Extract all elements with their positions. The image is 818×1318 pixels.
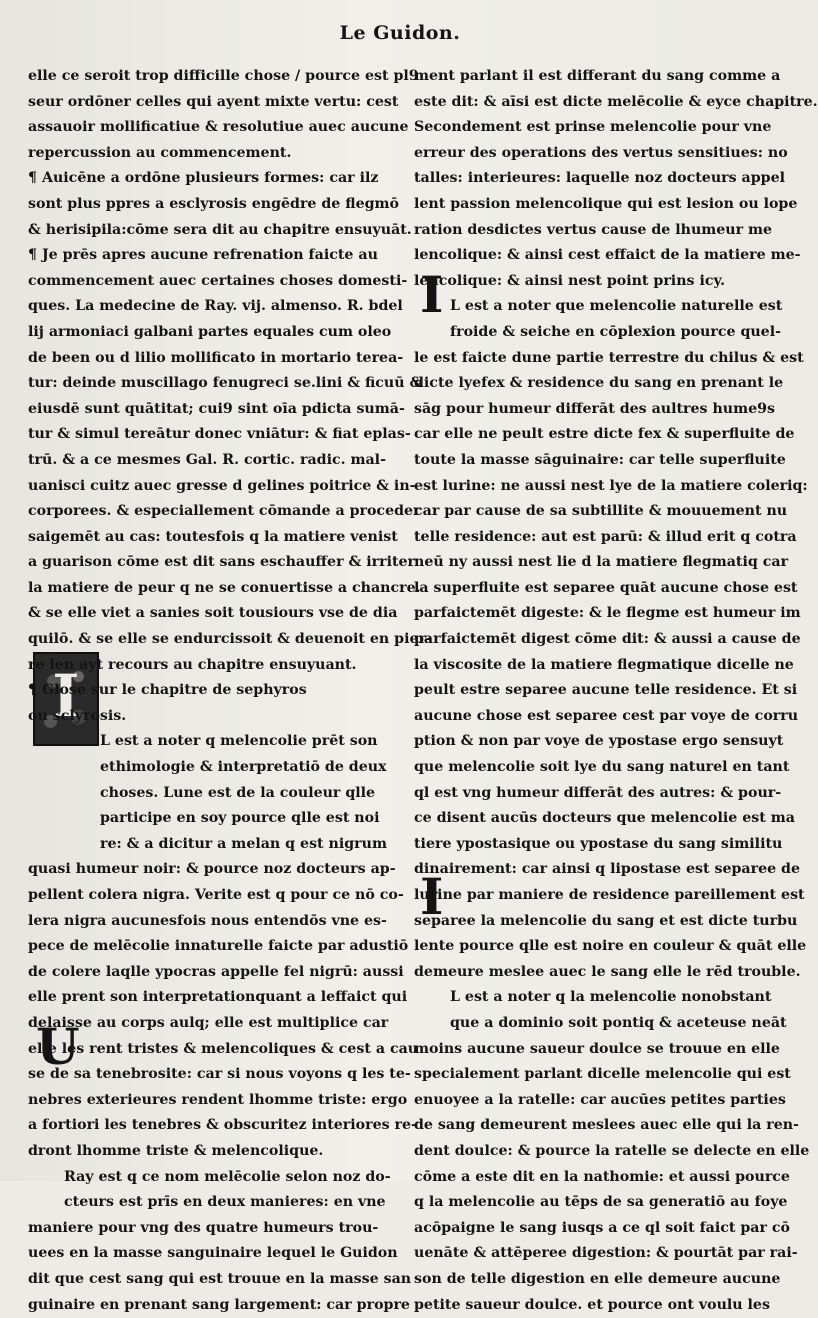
- text-line: elle les rent tristes & melencoliques & cest a cau: [28, 1037, 384, 1063]
- text-line: acōpaigne le sang iusqs a ce ql soit faict par cō: [414, 1216, 780, 1242]
- text-line: pellent colera nigra. Verite est q pour ce nō co-: [28, 883, 384, 909]
- text-line: lente pource qlle est noire en couleur & quāt elle: [414, 934, 780, 960]
- drop-cap-right-1: I: [420, 270, 443, 320]
- text-line: parfaictemēt digest cōme dit: & aussi a cause de: [414, 627, 780, 653]
- drop-cap-left: U: [36, 1022, 80, 1072]
- text-line: talles: interieures: laquelle noz docteurs appel: [414, 166, 780, 192]
- text-line: L est a noter q melencolie prēt son: [28, 729, 384, 755]
- text-line: re len ayt recours au chapitre ensuyuant.: [28, 653, 384, 679]
- text-line: lij armoniaci galbani partes equales cum oleo: [28, 320, 384, 346]
- text-line: seur ordōner celles qui ayent mixte vertu: cest: [28, 90, 384, 116]
- text-line: sāg pour humeur differāt des aultres hume9s: [414, 397, 780, 423]
- text-line: a guarison cōme est dit sans eschauffer & irriter: [28, 550, 384, 576]
- text-line: ql est vng humeur differāt des autres: & pour-: [414, 781, 780, 807]
- drop-cap-right-2: I: [420, 872, 443, 922]
- text-line: ou sclyrosis.: [28, 704, 384, 730]
- text-line: erreur des operations des vertus sensitiues: no: [414, 141, 780, 167]
- text-line: Ray est q ce nom melēcolie selon noz do-: [28, 1165, 384, 1191]
- text-line: guinaire en prenant sang largement: car propre: [28, 1293, 384, 1318]
- text-line: commencement auec certaines choses domesti-: [28, 269, 384, 295]
- text-line: tur & simul tereātur donec vniātur: & fiat eplas-: [28, 422, 384, 448]
- text-line: lurine par maniere de residence pareillement est: [414, 883, 780, 909]
- text-line: toute la masse sāguinaire: car telle superfluite: [414, 448, 780, 474]
- text-line: que melencolie soit lye du sang naturel en tant: [414, 755, 780, 781]
- text-line: aucune chose est separee cest par voye de corru: [414, 704, 780, 730]
- text-line: sont plus ppres a esclyrosis engēdre de flegmō: [28, 192, 384, 218]
- text-line: quilō. & se elle se endurcissoit & deuenoit en pier-: [28, 627, 384, 653]
- text-line: tur: deinde muscillago fenugreci se.lini & ficuū &: [28, 371, 384, 397]
- text-line: L est a noter q la melencolie nonobstant: [414, 985, 780, 1011]
- text-line: que a dominio soit pontiq & aceteuse neāt: [414, 1011, 780, 1037]
- text-line: de colere laqlle ypocras appelle fel nigrū: aussi: [28, 960, 384, 986]
- right-column: [414, 64, 780, 1318]
- text-line: ption & non par voye de ypostase ergo sensuyt: [414, 729, 780, 755]
- text-line: la matiere de peur q ne se conuertisse a chancre.: [28, 576, 384, 602]
- text-line: est lurine: ne aussi nest lye de la matiere coleriq:: [414, 474, 780, 500]
- text-line: a fortiori les tenebres & obscuritez interiores re-: [28, 1113, 384, 1139]
- text-line: assauoir mollificatiue & resolutiue auec aucune: [28, 115, 384, 141]
- text-line: participe en soy pource qlle est noi: [28, 806, 384, 832]
- text-line: saigemēt au cas: toutesfois q la matiere venist: [28, 525, 384, 551]
- left-column: [28, 64, 384, 1318]
- text-line: se de sa tenebrosite: car si nous voyons q les te-: [28, 1062, 384, 1088]
- text-line: lent passion melencolique qui est lesion ou lope: [414, 192, 780, 218]
- text-line: uees en la masse sanguinaire lequel le Guidon: [28, 1241, 384, 1267]
- text-line: ¶ Glose sur le chapitre de sephyros: [28, 678, 384, 704]
- text-line: car par cause de sa subtillite & mouuement nu: [414, 499, 780, 525]
- text-line: lera nigra aucunesfois nous entendōs vne es-: [28, 909, 384, 935]
- text-line: este dit: & aīsi est dicte melēcolie & eyce chapitre.: [414, 90, 780, 116]
- text-line: ce disent aucūs docteurs que melencolie est ma: [414, 806, 780, 832]
- text-line: ment parlant il est differant du sang comme a: [414, 64, 780, 90]
- text-line: ¶ Auicēne a ordōne plusieurs formes: car ilz: [28, 166, 384, 192]
- text-line: tiere ypostasique ou ypostase du sang similitu: [414, 832, 780, 858]
- text-line: ration desdictes vertus cause de lhumeur me: [414, 218, 780, 244]
- text-line: elle ce seroit trop difficille chose / pource est pl9: [28, 64, 384, 90]
- text-line: le est faicte dune partie terrestre du chilus & est: [414, 346, 780, 372]
- text-line: dit que cest sang qui est trouue en la masse san: [28, 1267, 384, 1293]
- running-header: Le Guidon.: [0, 22, 800, 44]
- text-line: parfaictemēt digeste: & le flegme est humeur im: [414, 601, 780, 627]
- text-line: dront lhomme triste & melencolique.: [28, 1139, 384, 1165]
- text-line: ¶ Je prēs apres aucune refrenation faicte au: [28, 243, 384, 269]
- text-line: corporees. & especiallement cōmande a proceder: [28, 499, 384, 525]
- text-line: cteurs est prīs en deux manieres: en vne: [28, 1190, 384, 1216]
- text-line: nebres exterieures rendent lhomme triste: ergo: [28, 1088, 384, 1114]
- text-line: delaisse au corps aulq; elle est multiplice car: [28, 1011, 384, 1037]
- text-line: L est a noter que melencolie naturelle est: [414, 294, 780, 320]
- text-line: repercussion au commencement.: [28, 141, 384, 167]
- text-line: lencolique: & ainsi cest effaict de la matiere me-: [414, 243, 780, 269]
- text-line: telle residence: aut est parū: & illud erit q cotra: [414, 525, 780, 551]
- text-line: & se elle viet a sanies soit tousiours vse de dia: [28, 601, 384, 627]
- text-line: q la melencolie au tēps de sa generatiō au foye: [414, 1190, 780, 1216]
- text-line: cōme a este dit en la nathomie: et aussi pource: [414, 1165, 780, 1191]
- text-line: quasi humeur noir: & pource noz docteurs ap-: [28, 857, 384, 883]
- text-line: neū ny aussi nest lie d la matiere flegmatiq car: [414, 550, 780, 576]
- text-line: pece de melēcolie innaturelle faicte par adustiō: [28, 934, 384, 960]
- text-line: la viscosite de la matiere flegmatique dicelle ne: [414, 653, 780, 679]
- text-line: dent doulce: & pource la ratelle se delecte en elle: [414, 1139, 780, 1165]
- text-line: demeure meslee auec le sang elle le rēd trouble.: [414, 960, 780, 986]
- text-line: de been ou d lilio mollificato in mortario terea-: [28, 346, 384, 372]
- text-line: la superfluite est separee quāt aucune chose est: [414, 576, 780, 602]
- text-line: petite saueur doulce. et pource ont voulu les: [414, 1293, 780, 1318]
- text-line: lencolique: & ainsi nest point prins icy.: [414, 269, 780, 295]
- text-line: moins aucune saueur doulce se trouue en elle: [414, 1037, 780, 1063]
- text-line: specialement parlant dicelle melencolie qui est: [414, 1062, 780, 1088]
- text-line: trū. & a ce mesmes Gal. R. cortic. radic. mal-: [28, 448, 384, 474]
- text-line: froide & seiche en cōplexion pource quel-: [414, 320, 780, 346]
- text-line: son de telle digestion en elle demeure aucune: [414, 1267, 780, 1293]
- text-line: dinairement: car ainsi q lipostase est separee de: [414, 857, 780, 883]
- text-line: peult estre separee aucune telle residence. Et si: [414, 678, 780, 704]
- text-line: uanisci cuitz auec gresse d gelines poitrice & in-: [28, 474, 384, 500]
- text-line: re: & a dicitur a melan q est nigrum: [28, 832, 384, 858]
- text-line: car elle ne peult estre dicte fex & superfluite de: [414, 422, 780, 448]
- text-line: choses. Lune est de la couleur qlle: [28, 781, 384, 807]
- text-line: separee la melencolie du sang et est dicte turbu: [414, 909, 780, 935]
- text-line: ques. La medecine de Ray. vij. almenso. R. bdel: [28, 294, 384, 320]
- text-line: de sang demeurent meslees auec elle qui la ren-: [414, 1113, 780, 1139]
- text-line: dicte lyefex & residence du sang en prenant le: [414, 371, 780, 397]
- text-line: ethimologie & interpretatiō de deux: [28, 755, 384, 781]
- text-line: eiusdē sunt quātitat; cui9 sint oīa pdicta sumā-: [28, 397, 384, 423]
- ornate-initial-letter: I: [35, 662, 97, 730]
- text-line: elle prent son interpretationquant a leffaict qui: [28, 985, 384, 1011]
- text-line: enuoyee a la ratelle: car aucūes petites parties: [414, 1088, 780, 1114]
- text-line: Secondement est prinse melencolie pour vne: [414, 115, 780, 141]
- text-line: & herisipila:cōme sera dit au chapitre ensuyuāt.: [28, 218, 384, 244]
- text-line: uenāte & attēperee digestion: & pourtāt par rai-: [414, 1241, 780, 1267]
- text-line: maniere pour vng des quatre humeurs trou-: [28, 1216, 384, 1242]
